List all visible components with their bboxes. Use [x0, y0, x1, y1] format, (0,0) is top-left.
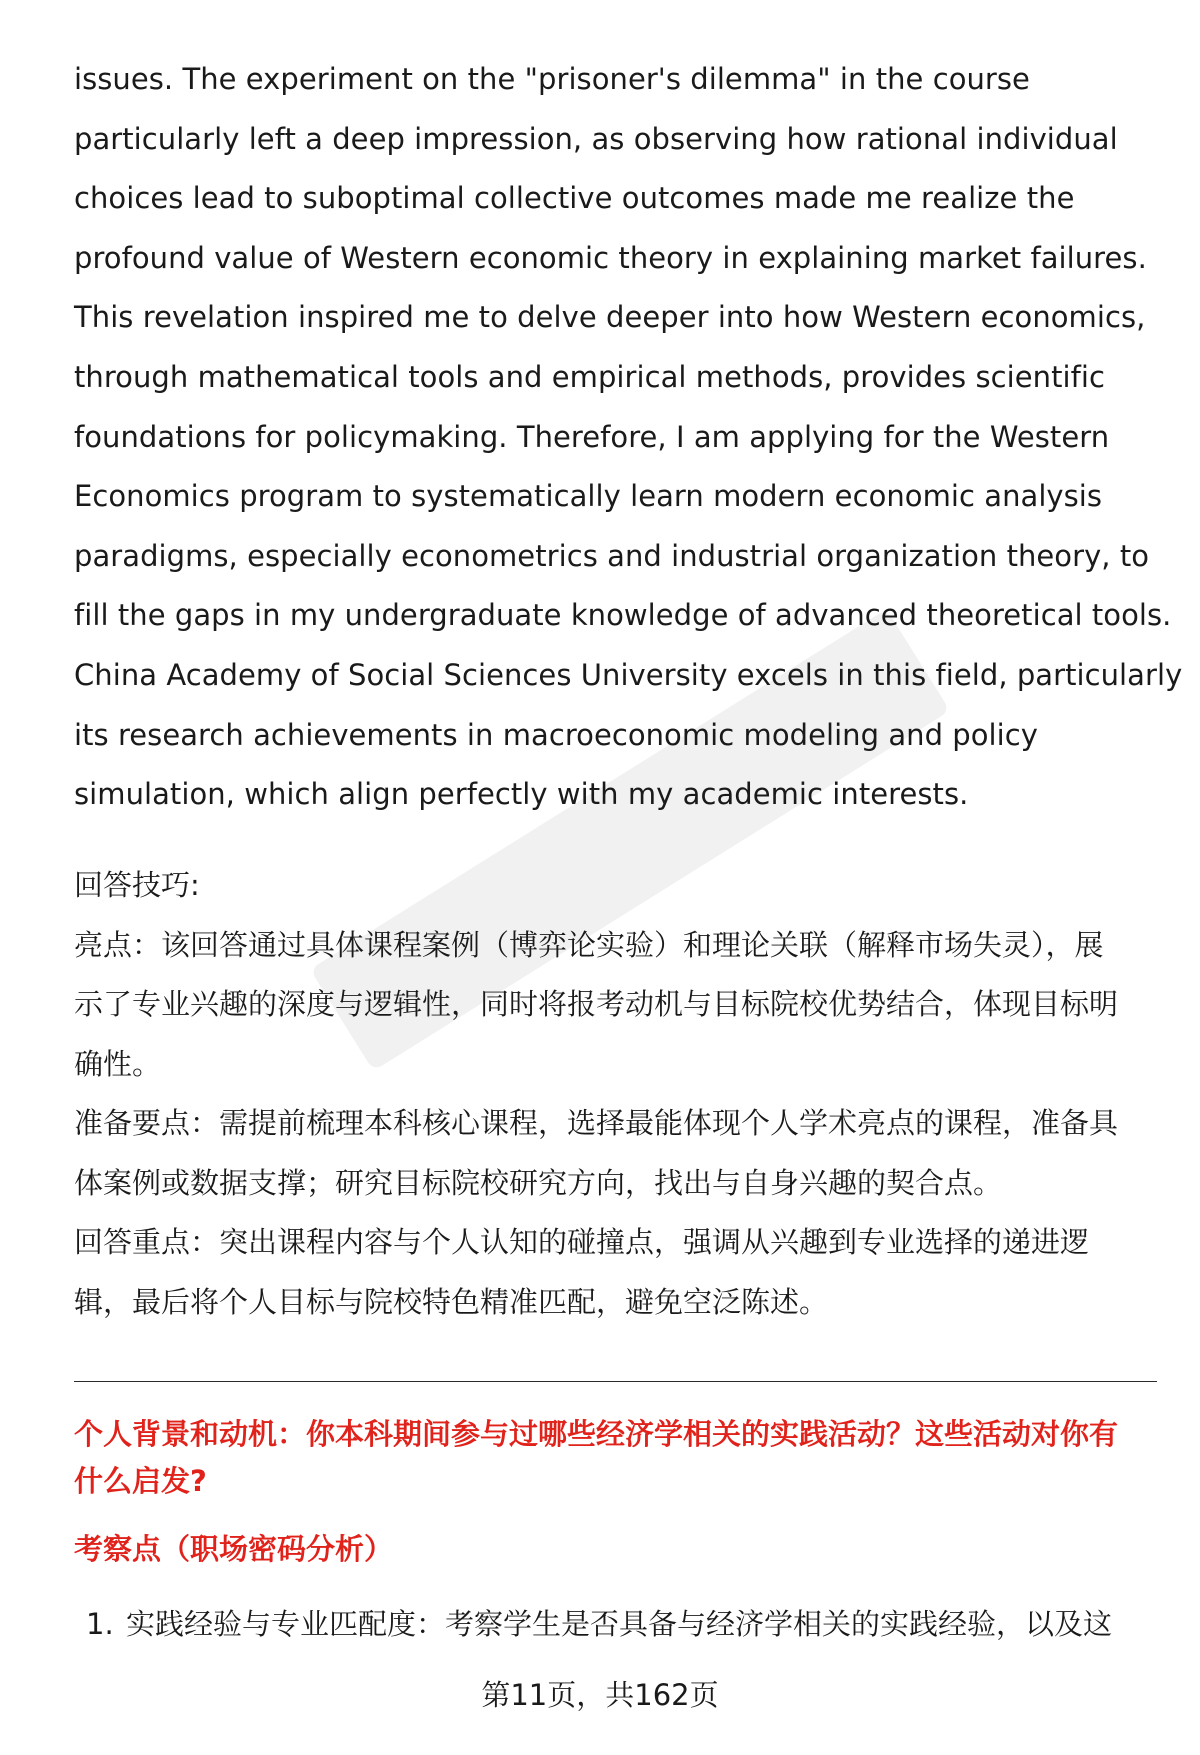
question-line: 什么启发?	[74, 1464, 207, 1498]
paragraph-line: issues. The experiment on the "prisoner's dilemma" in the course	[74, 62, 1030, 96]
section-divider	[74, 1381, 1157, 1382]
list-item-number: 1.	[86, 1607, 114, 1641]
paragraph-line: paradigms, especially econometrics and industrial organization theory, to	[74, 538, 1150, 573]
tips-line: 辑，最后将个人目标与院校特色精准匹配，避免空泛陈述。	[74, 1284, 829, 1319]
tips-line: 体案例或数据支撑；研究目标院校研究方向，找出与自身兴趣的契合点。	[74, 1165, 1003, 1200]
list-item-text: 实践经验与专业匹配度：考察学生是否具备与经济学相关的实践经验，以及这	[126, 1607, 1113, 1641]
answer-tips-section	[74, 856, 1149, 1332]
list-item	[86, 1599, 1166, 1649]
paragraph-line: This revelation inspired me to delve deeper into how Western economics,	[74, 300, 1146, 335]
paragraph-line: profound value of Western economic theory in explaining market failures.	[74, 240, 1147, 275]
paragraph-line: choices lead to suboptimal collective outcomes made me realize the	[74, 181, 1075, 216]
essay-paragraph	[74, 50, 1183, 825]
paragraph-line: fill the gaps in my undergraduate knowledge of advanced theoretical tools.	[74, 598, 1172, 633]
paragraph-line: foundations for policymaking. Therefore, I am applying for the Western	[74, 419, 1110, 454]
tips-line: 确性。	[74, 1046, 162, 1081]
tips-line: 回答重点：突出课程内容与个人认知的碰撞点，强调从兴趣到专业选择的递进逻	[74, 1225, 1090, 1259]
assessment-points-heading: 考察点（职场密码分析）	[74, 1532, 394, 1566]
tips-line: 示了专业兴趣的深度与逻辑性，同时将报考动机与目标院校优势结合，体现目标明	[74, 987, 1119, 1021]
tips-line: 准备要点：需提前梳理本科核心课程，选择最能体现个人学术亮点的课程，准备具	[74, 1106, 1119, 1140]
question-heading	[74, 1411, 1154, 1505]
page-number-footer: 第11页，共162页	[481, 1678, 719, 1712]
tips-heading: 回答技巧:	[74, 868, 200, 902]
question-line: 个人背景和动机：你本科期间参与过哪些经济学相关的实践活动？这些活动对你有	[74, 1417, 1119, 1451]
paragraph-line: Economics program to systematically learn modern economic analysis	[74, 479, 1103, 514]
paragraph-line: particularly left a deep impression, as observing how rational individual	[74, 121, 1118, 156]
paragraph-line: through mathematical tools and empirical methods, provides scientific	[74, 359, 1105, 394]
paragraph-line: its research achievements in macroeconomic modeling and policy	[74, 717, 1038, 752]
paragraph-line: China Academy of Social Sciences University excels in this field, particularly	[74, 657, 1183, 692]
tips-line: 亮点：该回答通过具体课程案例（博弈论实验）和理论关联（解释市场失灵），展	[74, 927, 1104, 962]
paragraph-line: simulation, which align perfectly with my academic interests.	[74, 777, 969, 812]
